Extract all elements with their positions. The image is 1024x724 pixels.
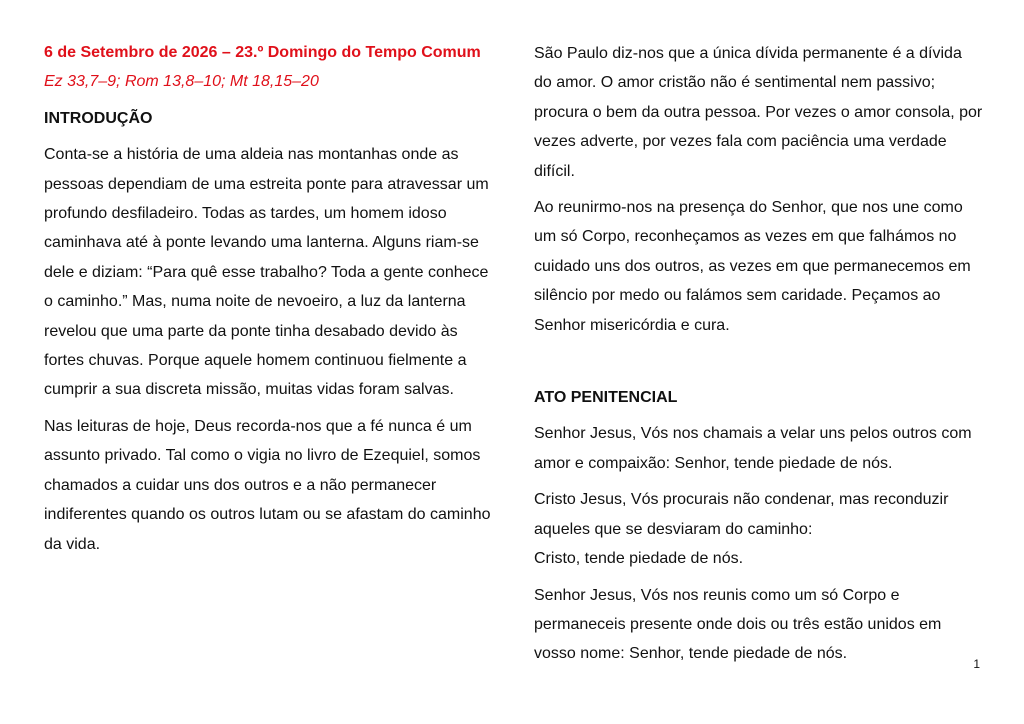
intro-heading: INTRODUÇÃO <box>44 109 153 127</box>
left-column <box>44 38 496 566</box>
intro-paragraph: Ao reunirmo-nos na presença do Senhor, que nos une como um só Corpo, reconheçamos as vezes em que falhámos no cuidado uns dos outros, as vezes em que permanecemos em silêncio por medo ou falámos sem caridade. Peçamos ao Senhor misericórdia e cura. <box>534 199 971 334</box>
page-number: 1 <box>973 657 980 671</box>
penitential-heading: ATO PENITENCIAL <box>534 389 678 407</box>
intro-paragraph: Nas leituras de hoje, Deus recorda-nos que a fé nunca é um assunto privado. Tal como o vigia no livro de Ezequiel, somos chamados a cuidar uns dos outros e a não permanecer indiferentes quando os outros lutam ou se afastam do caminho da vida. <box>44 417 491 553</box>
right-column <box>534 39 984 676</box>
section-spacer <box>534 347 984 383</box>
penitential-invocation: Senhor Jesus, Vós nos reunis como um só Corpo e permaneceis presente onde dois ou três estão unidos em vosso nome: Senhor, tende piedade de nós. <box>534 586 942 663</box>
penitential-response: Cristo, tende piedade de nós. <box>534 550 744 568</box>
intro-paragraph: Conta-se a história de uma aldeia nas montanhas onde as pessoas dependiam de uma estreita ponte para atravessar um profundo desfiladeiro. Todas as tardes, um homem idoso caminhava até à ponte levando uma lanterna. Alguns riam-se dele e diziam: “Para quê esse trabalho? Toda a gente conhece o caminho.” Mas, numa noite de nevoeiro, a luz da lanterna revelou que uma parte da ponte tinha desabado devido às fortes chuvas. Porque aquele homem continuou fielmente a cumprir a sua discreta missão, muitas vidas foram salvas. <box>44 146 489 399</box>
penitential-invocation: Cristo Jesus, Vós procurais não condenar, mas reconduzir aqueles que se desviaram do caminho: <box>534 491 949 538</box>
penitential-invocation: Senhor Jesus, Vós nos chamais a velar uns pelos outros com amor e compaixão: Senhor, tende piedade de nós. <box>534 425 972 472</box>
intro-paragraph: São Paulo diz-nos que a única dívida permanente é a dívida do amor. O amor cristão não é sentimental nem passivo; procura o bem da outra pessoa. Por vezes o amor consola, por vezes adverte, por vezes fala com paciência uma verdade difícil. <box>534 45 983 180</box>
document-title: 6 de Setembro de 2026 – 23.º Domingo do Tempo Comum <box>44 44 481 61</box>
readings-reference: Ez 33,7–9; Rom 13,8–10; Mt 18,15–20 <box>44 73 319 91</box>
